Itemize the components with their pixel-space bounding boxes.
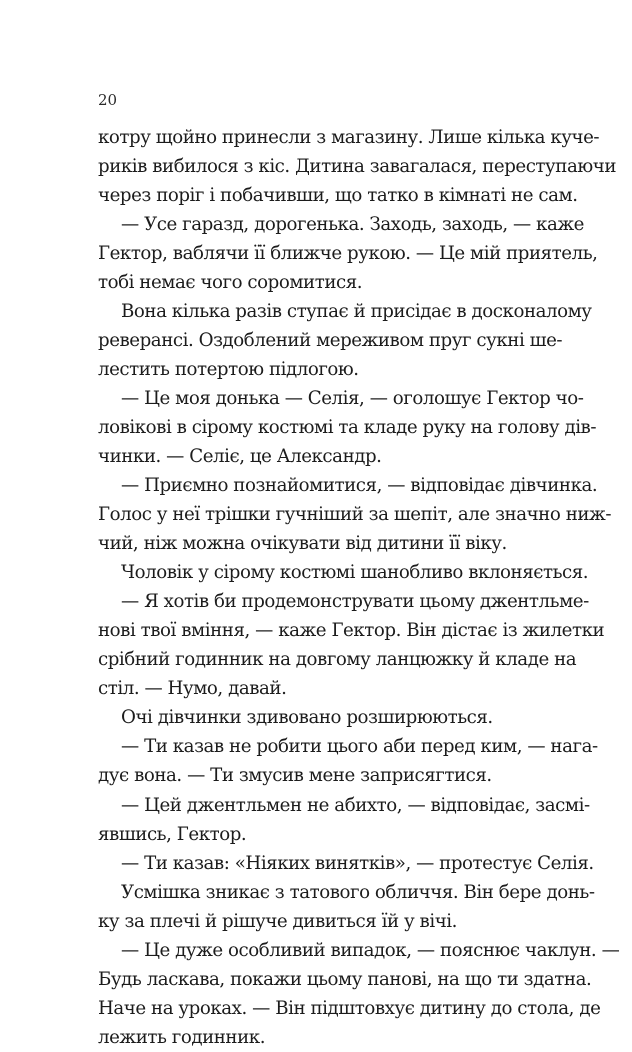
text-line: реверансі. Оздоблений мереживом пруг сукні ше- [98, 330, 563, 352]
text-line: — Цей джентльмен не абихто, — відповідає, засмі- [121, 794, 590, 816]
text-line: лестить потертою підлогою. [98, 359, 359, 381]
text-line: — Приємно познайомитися, — відповідає дівчинка. [121, 475, 598, 497]
text-line: чий, ніж можна очікувати від дитини її віку. [98, 533, 507, 555]
text-line: Чоловік у сірому костюмі шанобливо вклоняється. [121, 562, 589, 584]
text-line: риків вибилося з кіс. Дитина завагалася, переступаючи [98, 156, 616, 177]
text-line: чинки. — Селіє, це Александр. [98, 446, 382, 468]
text-line: явшись, Гектор. [98, 823, 247, 845]
text-line: — Це дуже особливий випадок, — пояснює чаклун. — [121, 939, 620, 961]
text-line: котру щойно принесли з магазину. Лише кілька куче- [98, 127, 600, 148]
text-line: срібний годинник на довгому ланцюжку й кладе на [98, 649, 577, 671]
text-line: — Я хотів би продемонструвати цьому джентльме- [121, 591, 589, 613]
text-line: Вона кілька разів ступає й присідає в досконалому [121, 301, 592, 323]
text-line: Усмішка зникає з татового обличчя. Він бере донь- [121, 881, 595, 903]
text-line: ловікові в сірому костюмі та кладе руку на голову дів- [98, 417, 597, 439]
text-line: — Усе гаразд, дорогенька. Заходь, заходь, — каже [121, 214, 584, 236]
text-line: — Ти казав не робити цього аби перед ким, — нага- [121, 736, 598, 758]
text-line: Будь ласкава, покажи цьому панові, на що ти здатна. [98, 968, 592, 990]
text-line: дує вона. — Ти змусив мене заприсягтися. [98, 765, 492, 787]
text-line: Голос у неї трішки гучніший за шепіт, але значно ниж- [98, 504, 612, 526]
text-line: тобі немає чого соромитися. [98, 272, 363, 294]
text-line: через поріг і побачивши, що татко в кімнаті не сам. [98, 185, 578, 206]
text-line: стіл. — Нумо, давай. [98, 678, 287, 700]
text-line: нові твої вміння, — каже Гектор. Він дістає із жилетки [98, 620, 605, 642]
text-line: Гектор, ваблячи її ближче рукою. — Це мій приятель, [98, 243, 598, 265]
page-number: 20 [98, 91, 118, 109]
text-line: — Ти казав: «Ніяких винятків», — протестує Селія. [121, 852, 594, 874]
text-line: ку за плечі й рішуче дивиться їй у вічі. [98, 910, 457, 932]
text-line: Наче на уроках. — Він підштовхує дитину до стола, де [98, 997, 601, 1019]
text-line: — Це моя донька — Селія, — оголошує Гектор чо- [121, 388, 584, 410]
text-line: Очі дівчинки здивовано розширюються. [121, 707, 493, 729]
text-line: лежить годинник. [98, 1026, 266, 1048]
